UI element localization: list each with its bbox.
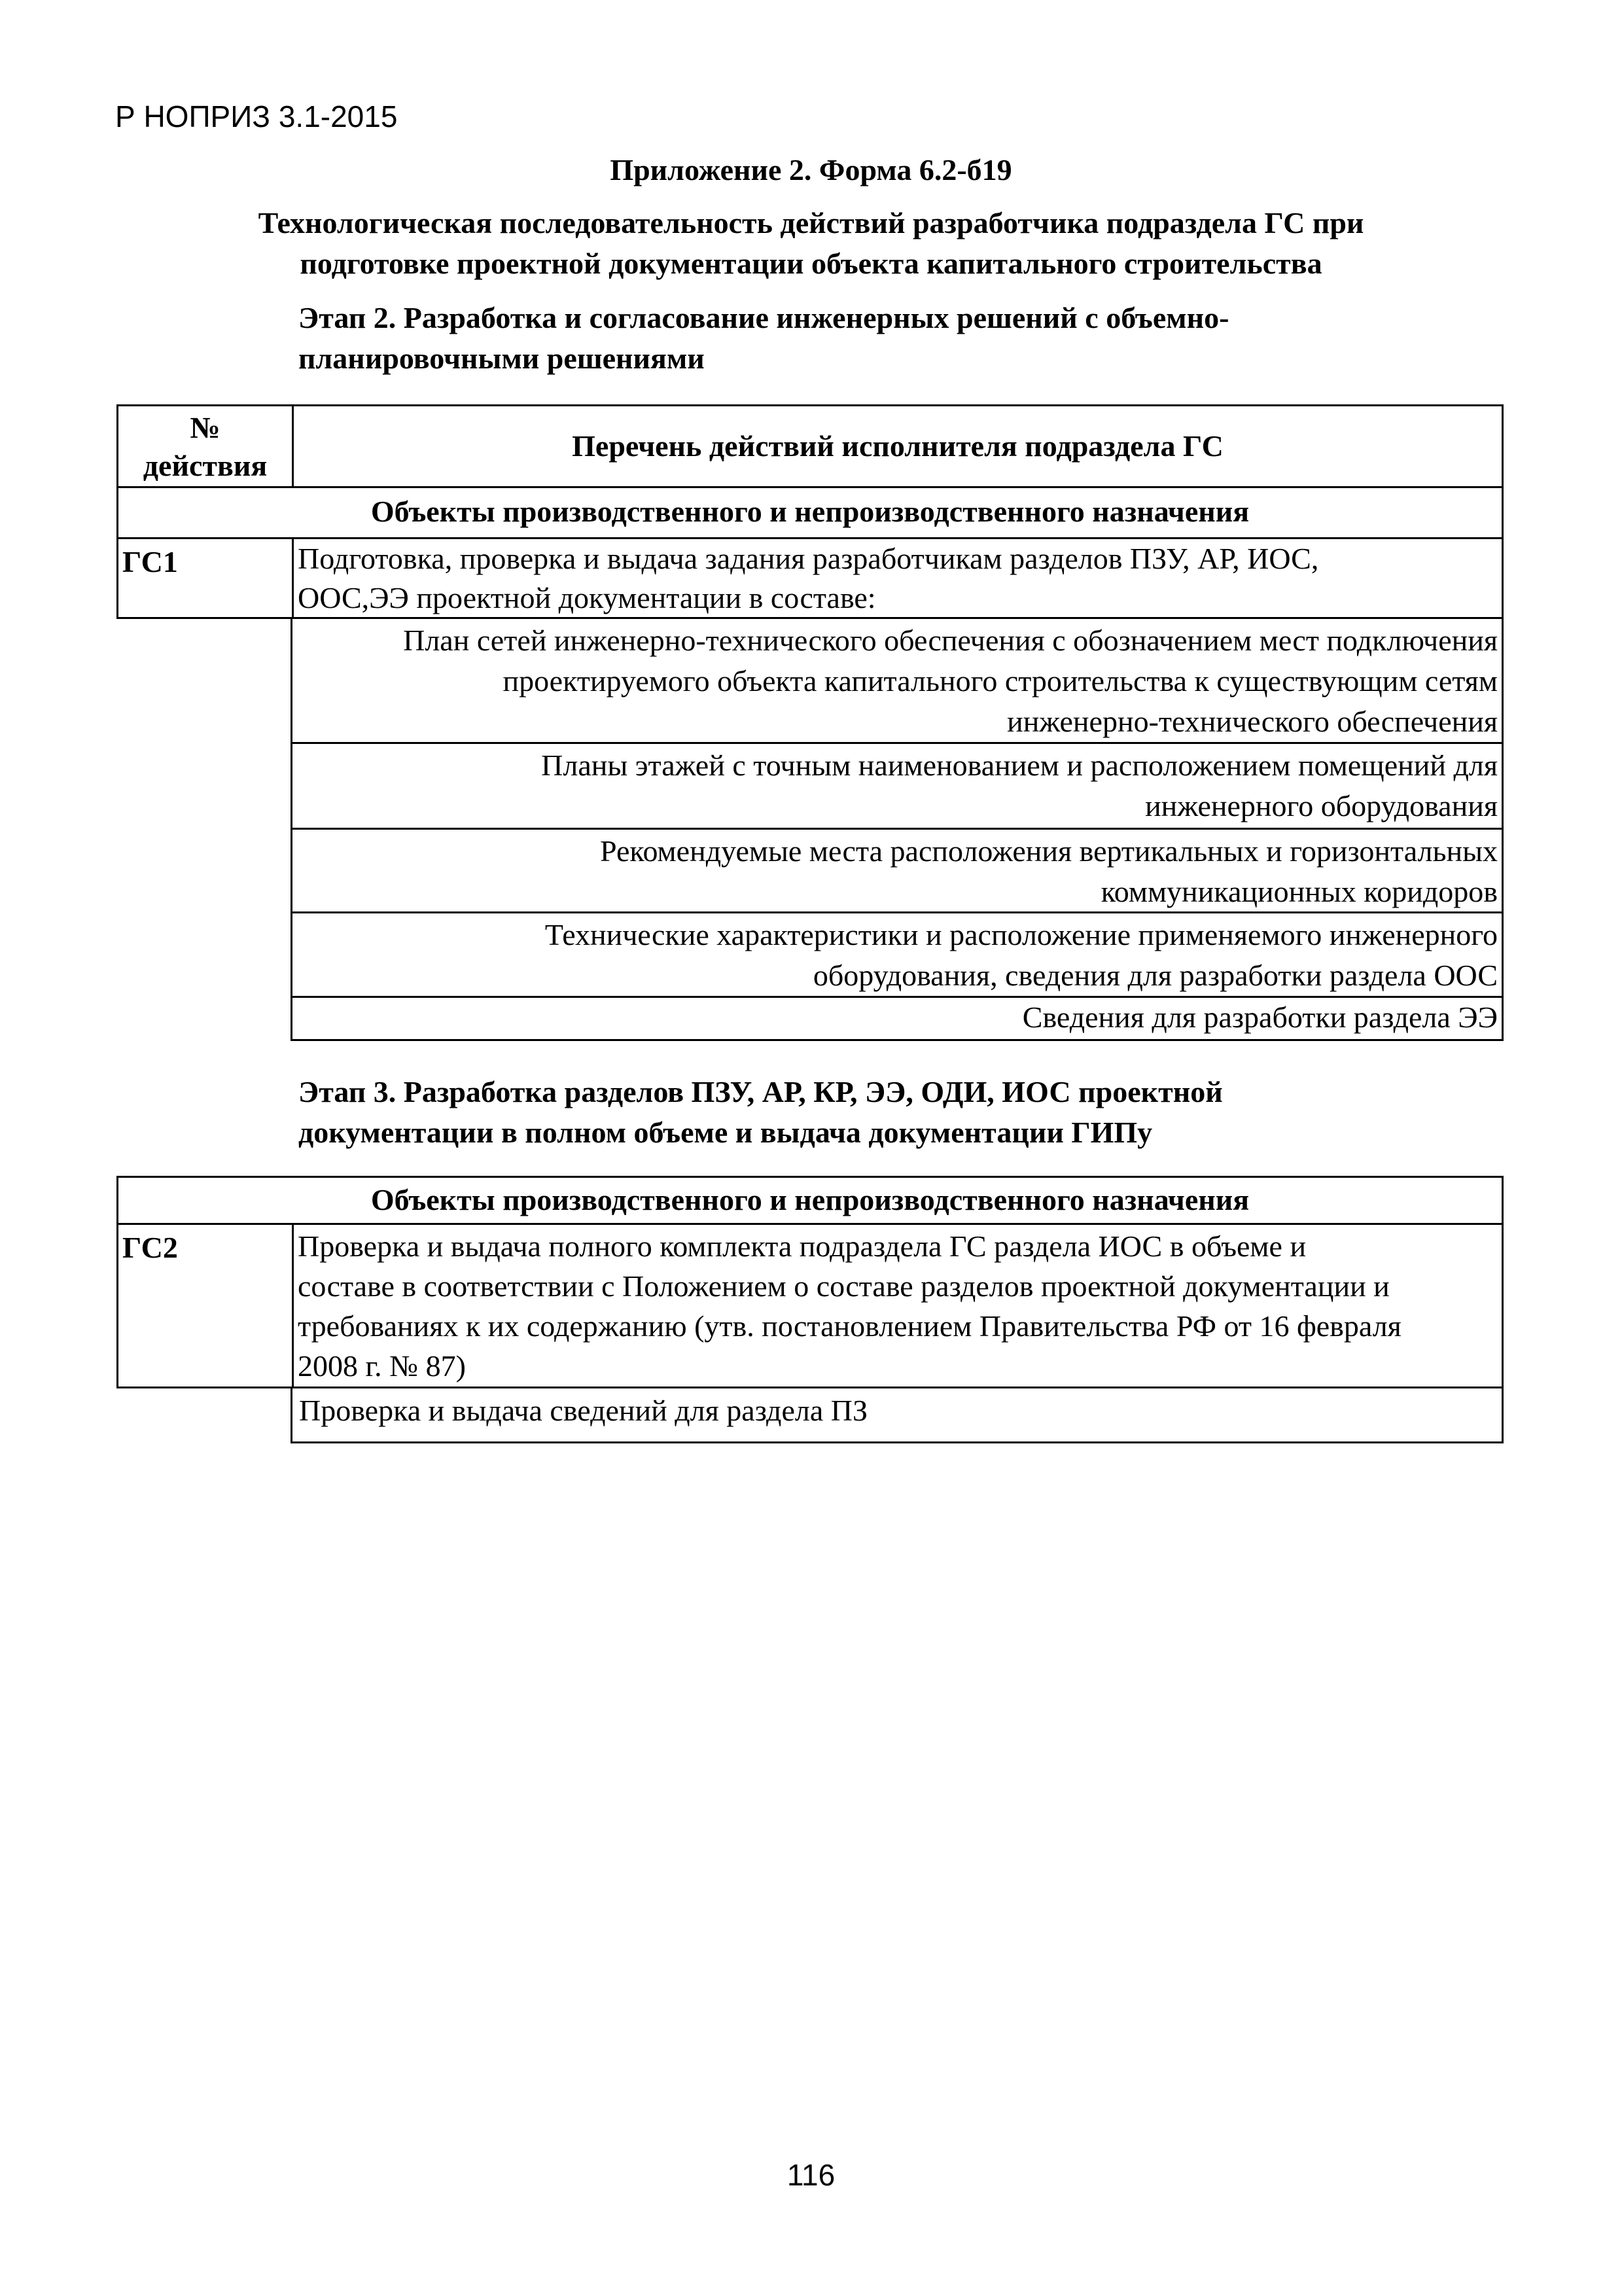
stage-3-heading (298, 1072, 1223, 1153)
sub-item-1-line-3: инженерно-технического обеспечения (1007, 705, 1498, 738)
header-number-symbol: № (190, 411, 220, 444)
header-cell-number (116, 404, 294, 488)
stage-3-heading-line-2: документации в полном объеме и выдача документации ГИПу (298, 1116, 1153, 1149)
sub-item-3-line-1: Рекомендуемые места расположения вертикальных и горизонтальных (600, 834, 1498, 868)
sub-item-4-line-1: Технические характеристики и расположение применяемого инженерного (544, 918, 1498, 951)
row-pz-cell (291, 1388, 1504, 1443)
header-number-label: действия (143, 449, 268, 482)
sub-item-2-line-1: Планы этажей с точным наименованием и расположением помещений для (541, 749, 1498, 782)
row-gs2-text-line-1: Проверка и выдача полного комплекта подраздела ГС раздела ИОС в объеме и (298, 1229, 1307, 1263)
row-gs2-text-line-3: требованиях к их содержанию (утв. постановлением Правительства РФ от 16 февраля (298, 1309, 1402, 1343)
document-title (0, 203, 1622, 284)
section-row-label: Объекты производственного и непроизводственного назначения (370, 495, 1250, 528)
document-title-line-2: подготовке проектной документации объекта капитального строительства (300, 247, 1322, 280)
page-number: 116 (786, 2158, 836, 2192)
sub-item-3-cell (291, 830, 1504, 913)
document-title-line-1: Технологическая последовательность действий разработчика подраздела ГС при (258, 206, 1364, 239)
sub-item-1-line-1: План сетей инженерно-технического обеспечения с обозначением мест подключения (403, 624, 1498, 657)
sub-item-1-line-2: проектируемого объекта капитального строительства к существующим сетям (502, 664, 1498, 698)
header-actions-label: Перечень действий исполнителя подраздела ГС (572, 429, 1224, 463)
row-pz-text: Проверка и выдача сведений для раздела ПЗ (299, 1394, 868, 1427)
row-gs1-code-cell (116, 539, 294, 619)
sub-item-4-cell (291, 913, 1504, 998)
stage-2-heading-line-2: планировочными решениями (298, 342, 705, 375)
sub-item-2-line-2: инженерного оборудования (1145, 789, 1498, 822)
sub-item-5-line-1: Сведения для разработки раздела ЭЭ (1022, 1000, 1498, 1034)
sub-item-1-cell (291, 619, 1504, 744)
appendix-title: Приложение 2. Форма 6.2-б19 (610, 153, 1012, 186)
section-row-stage-3-label: Объекты производственного и непроизводственного назначения (370, 1183, 1250, 1216)
sub-item-4-line-2: оборудования, сведения для разработки раздела ООС (813, 959, 1498, 992)
row-gs2-code-cell (116, 1225, 294, 1388)
row-gs2-text-line-4: 2008 г. № 87) (298, 1349, 466, 1383)
row-gs1-text-line-2: ООС,ЭЭ проектной документации в составе: (298, 581, 876, 614)
row-gs2-code: ГС2 (122, 1231, 178, 1264)
stage-2-heading (298, 298, 1229, 379)
row-gs2-text-line-2: составе в соответствии с Положением о составе разделов проектной документации и (298, 1269, 1390, 1303)
header-cell-actions (294, 404, 1504, 488)
section-row-stage-3 (116, 1176, 1504, 1225)
stage-3-heading-line-1: Этап 3. Разработка разделов ПЗУ, АР, КР, ЭЭ, ОДИ, ИОС проектной (298, 1075, 1223, 1108)
sub-item-5-cell (291, 998, 1504, 1041)
document-code: Р НОПРИЗ 3.1-2015 (115, 99, 398, 133)
row-gs1-text-line-1: Подготовка, проверка и выдача задания разработчикам разделов ПЗУ, АР, ИОС, (298, 542, 1319, 575)
row-gs1-code: ГС1 (122, 545, 178, 578)
row-gs2-text-cell (294, 1225, 1504, 1388)
sub-item-3-line-2: коммуникационных коридоров (1101, 875, 1498, 908)
sub-item-2-cell (291, 744, 1504, 830)
row-gs1-text-cell (294, 539, 1504, 619)
section-row-stage-2 (116, 488, 1504, 539)
stage-2-heading-line-1: Этап 2. Разработка и согласование инженерных решений с объемно- (298, 301, 1229, 334)
